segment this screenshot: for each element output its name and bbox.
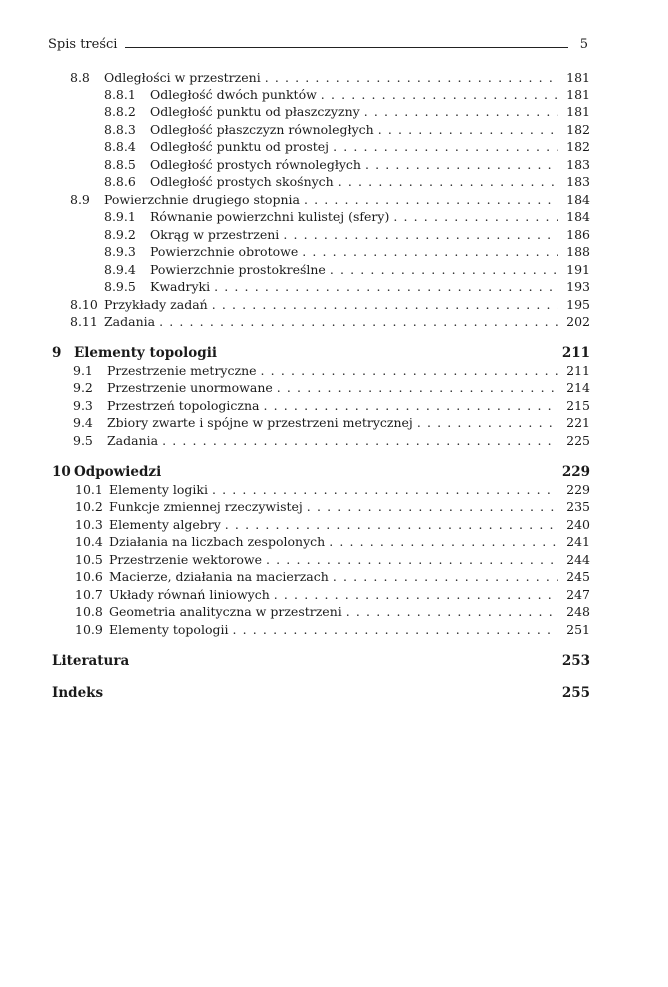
toc-entry-title: Powierzchnie drugiego stopnia bbox=[104, 192, 300, 207]
dot-leader bbox=[329, 139, 558, 155]
running-header bbox=[48, 32, 588, 52]
toc-entry-number: 9.2 bbox=[73, 380, 93, 395]
toc-entry-number: 10.9 bbox=[75, 622, 103, 637]
toc-entry-title: Odległość dwóch punktów bbox=[150, 87, 317, 102]
toc-entry-number: 10.1 bbox=[75, 482, 103, 497]
dot-leader bbox=[329, 569, 558, 585]
dot-leader bbox=[361, 157, 558, 173]
toc-entry-page: 244 bbox=[566, 552, 590, 567]
toc-chapter-number: 9 bbox=[52, 345, 62, 361]
toc-entry[interactable] bbox=[104, 139, 590, 155]
dot-leader bbox=[210, 279, 558, 295]
dot-leader bbox=[326, 262, 558, 278]
toc-entry-title: Odległość prostych równoległych bbox=[150, 157, 361, 172]
toc-entry[interactable] bbox=[73, 398, 590, 414]
toc-entry[interactable] bbox=[70, 297, 590, 313]
running-header-page-number: 5 bbox=[579, 37, 588, 52]
toc-entry-number: 8.11 bbox=[70, 314, 98, 329]
toc-entry-title: Okrąg w przestrzeni bbox=[150, 227, 280, 242]
toc-entry-page: 225 bbox=[566, 433, 590, 448]
toc-entry[interactable] bbox=[75, 517, 590, 533]
dot-leader bbox=[317, 87, 558, 103]
toc-entry-number: 9.1 bbox=[73, 363, 93, 378]
header-rule bbox=[125, 47, 567, 48]
dot-leader bbox=[389, 209, 558, 225]
toc-entry-page: 186 bbox=[566, 227, 590, 242]
toc-entry-page: 240 bbox=[566, 517, 590, 532]
toc-entry[interactable] bbox=[75, 482, 590, 498]
toc-entry-page: 229 bbox=[566, 482, 590, 497]
toc-entry[interactable] bbox=[104, 227, 590, 243]
toc-entry-number: 10.4 bbox=[75, 534, 103, 549]
toc-entry-title: Równanie powierzchni kulistej (sfery) bbox=[150, 209, 390, 224]
toc-chapter-indeks[interactable] bbox=[52, 684, 590, 702]
toc-chapter-page: 253 bbox=[561, 653, 590, 669]
toc-chapter-page: 211 bbox=[561, 345, 590, 361]
toc-entry-page: 181 bbox=[566, 87, 590, 102]
running-header-title: Spis treści bbox=[48, 37, 118, 52]
toc-entry-number: 9.3 bbox=[73, 398, 93, 413]
toc-entry-number: 8.9 bbox=[70, 192, 90, 207]
toc-entry[interactable] bbox=[104, 244, 590, 260]
dot-leader bbox=[298, 244, 558, 260]
toc-entry-number: 10.5 bbox=[75, 552, 103, 567]
toc-entry-page: 183 bbox=[566, 174, 590, 189]
toc-entry-number: 10.8 bbox=[75, 604, 103, 619]
toc-entry-page: 184 bbox=[566, 192, 590, 207]
toc-entry-number: 8.8.2 bbox=[104, 104, 136, 119]
dot-leader bbox=[208, 297, 558, 313]
toc-entry-page: 182 bbox=[566, 122, 590, 137]
toc-entry-page: 195 bbox=[566, 297, 590, 312]
toc-entry-page: 221 bbox=[566, 415, 590, 430]
dot-leader bbox=[155, 314, 558, 330]
toc-chapter-title: Odpowiedzi bbox=[74, 464, 162, 480]
dot-leader bbox=[221, 517, 558, 533]
toc-entry[interactable] bbox=[70, 70, 590, 86]
toc-entry-title: Przestrzeń topologiczna bbox=[107, 398, 260, 413]
toc-entry[interactable] bbox=[73, 433, 590, 449]
toc-entry-number: 8.9.5 bbox=[104, 279, 136, 294]
toc-entry-title: Przykłady zadań bbox=[104, 297, 208, 312]
dot-leader bbox=[270, 587, 558, 603]
toc-entry-title: Geometria analityczna w przestrzeni bbox=[109, 604, 342, 619]
toc-entry-title: Układy równań liniowych bbox=[109, 587, 270, 602]
toc-entry-page: 202 bbox=[566, 314, 590, 329]
dot-leader bbox=[279, 227, 558, 243]
toc-entry-title: Odległość punktu od prostej bbox=[150, 139, 330, 154]
toc-entry[interactable] bbox=[104, 87, 590, 103]
toc-entry-number: 8.9.1 bbox=[104, 209, 136, 224]
toc-entry-title: Odległość płaszczyzn równoległych bbox=[150, 122, 374, 137]
toc-entry-number: 8.9.2 bbox=[104, 227, 136, 242]
toc-entry[interactable] bbox=[73, 415, 590, 431]
toc-entry-title: Funkcje zmiennej rzeczywistej bbox=[109, 499, 303, 514]
toc-entry[interactable] bbox=[75, 587, 590, 603]
toc-entry-number: 9.4 bbox=[73, 415, 93, 430]
toc-entry-title: Elementy algebry bbox=[109, 517, 221, 532]
toc-entry-title: Zadania bbox=[104, 314, 156, 329]
toc-entry-title: Przestrzenie wektorowe bbox=[109, 552, 263, 567]
toc-entry-title: Przestrzenie metryczne bbox=[107, 363, 257, 378]
toc-entry-title: Zadania bbox=[107, 433, 159, 448]
toc-entry-number: 8.8.3 bbox=[104, 122, 136, 137]
dot-leader bbox=[273, 380, 558, 396]
toc-entry[interactable] bbox=[75, 604, 590, 620]
toc-entry-number: 9.5 bbox=[73, 433, 93, 448]
toc-entry[interactable] bbox=[104, 122, 590, 138]
toc-entry-title: Odległości w przestrzeni bbox=[104, 70, 261, 85]
toc-entry-page: 183 bbox=[566, 157, 590, 172]
toc-chapter-number: 10 bbox=[52, 464, 71, 480]
toc-chapter-page: 255 bbox=[561, 685, 590, 701]
toc-entry-page: 211 bbox=[566, 363, 590, 378]
toc-entry-number: 10.3 bbox=[75, 517, 103, 532]
toc-entry-title: Elementy logiki bbox=[109, 482, 208, 497]
toc-entry-page: 214 bbox=[566, 380, 590, 395]
toc-entry-number: 8.8.6 bbox=[104, 174, 136, 189]
toc-entry-page: 235 bbox=[566, 499, 590, 514]
toc-entry[interactable] bbox=[73, 380, 590, 396]
toc-entry-page: 215 bbox=[566, 398, 590, 413]
toc-entry-number: 8.8 bbox=[70, 70, 90, 85]
toc-entry-number: 8.9.3 bbox=[104, 244, 136, 259]
toc-entry-number: 8.8.1 bbox=[104, 87, 136, 102]
toc-entry-page: 181 bbox=[566, 104, 590, 119]
toc-entry-page: 193 bbox=[566, 279, 590, 294]
dot-leader bbox=[261, 70, 558, 86]
toc-chapter-title: Indeks bbox=[52, 685, 104, 701]
dot-leader bbox=[228, 622, 558, 638]
toc-entry-page: 245 bbox=[566, 569, 590, 584]
dot-leader bbox=[208, 482, 558, 498]
toc-entry[interactable] bbox=[104, 262, 590, 278]
toc-chapter-10[interactable] bbox=[52, 463, 590, 481]
toc-chapter-literatura[interactable] bbox=[52, 652, 590, 670]
toc-entry-page: 248 bbox=[566, 604, 590, 619]
toc-entry[interactable] bbox=[75, 569, 590, 585]
toc-entry-page: 182 bbox=[566, 139, 590, 154]
dot-leader bbox=[257, 363, 558, 379]
toc-entry-title: Elementy topologii bbox=[109, 622, 229, 637]
toc-entry-number: 8.9.4 bbox=[104, 262, 136, 277]
toc-entry[interactable] bbox=[104, 104, 590, 120]
toc-chapter-9[interactable] bbox=[52, 344, 590, 362]
toc-entry-page: 181 bbox=[566, 70, 590, 85]
toc-chapter-page: 229 bbox=[561, 464, 590, 480]
dot-leader bbox=[334, 174, 558, 190]
toc-entry-page: 251 bbox=[566, 622, 590, 637]
toc-entry-title: Macierze, działania na macierzach bbox=[109, 569, 329, 584]
toc-entry-title: Przestrzenie unormowane bbox=[107, 380, 273, 395]
toc-entry-title: Kwadryki bbox=[150, 279, 211, 294]
toc-entry[interactable] bbox=[75, 534, 590, 550]
toc-entry[interactable] bbox=[75, 499, 590, 515]
toc-entry-page: 191 bbox=[566, 262, 590, 277]
dot-leader bbox=[303, 499, 558, 515]
toc-entry-number: 10.2 bbox=[75, 499, 103, 514]
toc-entry[interactable] bbox=[104, 279, 590, 295]
dot-leader bbox=[262, 552, 558, 568]
dot-leader bbox=[342, 604, 558, 620]
dot-leader bbox=[158, 433, 558, 449]
toc-chapter-title: Literatura bbox=[52, 653, 130, 669]
dot-leader bbox=[374, 122, 558, 138]
toc-entry-title: Działania na liczbach zespolonych bbox=[109, 534, 326, 549]
toc-entry-number: 8.10 bbox=[70, 297, 98, 312]
toc-entry-title: Powierzchnie obrotowe bbox=[150, 244, 299, 259]
toc-entry-title: Odległość punktu od płaszczyzny bbox=[150, 104, 360, 119]
toc-entry[interactable] bbox=[104, 157, 590, 173]
dot-leader bbox=[300, 192, 558, 208]
toc-entry[interactable] bbox=[70, 314, 590, 330]
toc-chapter-title: Elementy topologii bbox=[74, 345, 217, 361]
toc-entry[interactable] bbox=[70, 192, 590, 208]
dot-leader bbox=[413, 415, 558, 431]
toc-entry[interactable] bbox=[104, 174, 590, 190]
toc-entry-title: Odległość prostych skośnych bbox=[150, 174, 334, 189]
toc-entry-number: 10.7 bbox=[75, 587, 103, 602]
toc-entry-title: Zbiory zwarte i spójne w przestrzeni metrycznej bbox=[107, 415, 413, 430]
toc-entry[interactable] bbox=[104, 209, 590, 225]
toc-entry-number: 8.8.5 bbox=[104, 157, 136, 172]
toc-entry-page: 241 bbox=[566, 534, 590, 549]
toc-entry-title: Powierzchnie prostokreślne bbox=[150, 262, 326, 277]
toc-entry[interactable] bbox=[75, 622, 590, 638]
toc-entry[interactable] bbox=[75, 552, 590, 568]
toc-entry[interactable] bbox=[73, 363, 590, 379]
dot-leader bbox=[259, 398, 558, 414]
toc-entry-page: 188 bbox=[566, 244, 590, 259]
toc-entry-page: 184 bbox=[566, 209, 590, 224]
toc-entry-number: 10.6 bbox=[75, 569, 103, 584]
dot-leader bbox=[360, 104, 558, 120]
toc-entry-page: 247 bbox=[566, 587, 590, 602]
toc-entry-number: 8.8.4 bbox=[104, 139, 136, 154]
dot-leader bbox=[325, 534, 558, 550]
